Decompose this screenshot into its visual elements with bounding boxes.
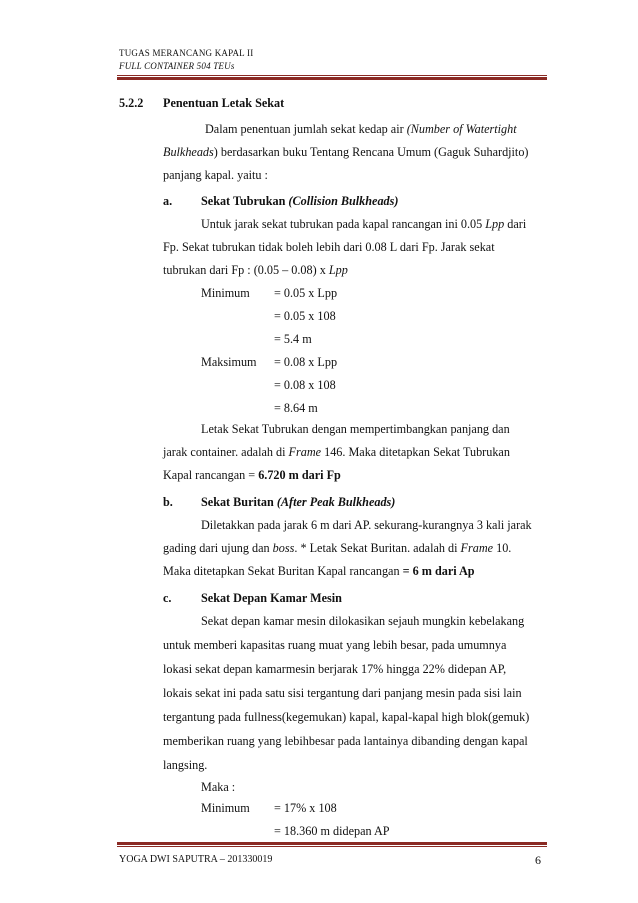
- item-c-para-3: lokasi sekat depan kamarmesin berjarak 17% hingga 22% didepan AP,: [163, 662, 507, 676]
- item-a-min-line-2: = 0.05 x 108: [274, 309, 336, 323]
- item-a-max-line-2: = 0.08 x 108: [274, 378, 336, 392]
- intro-line-2: Bulkheads) berdasarkan buku Tentang Rencana Umum (Gaguk Suhardjito): [163, 145, 529, 159]
- item-a-max-label: Maksimum: [201, 355, 257, 369]
- item-c-heading: Sekat Depan Kamar Mesin: [201, 591, 342, 605]
- item-a-letter: a.: [163, 194, 173, 208]
- item-a-heading: Sekat Tubrukan (Collision Bulkheads): [201, 194, 399, 208]
- item-c-para-2: untuk memberi kapasitas ruang muat yang lebih besar, pada umumnya: [163, 638, 507, 652]
- page-number: 6: [535, 853, 541, 867]
- footer-author: YOGA DWI SAPUTRA – 201330019: [119, 854, 273, 865]
- running-header-title: TUGAS MERANCANG KAPAL II: [119, 48, 254, 58]
- item-a-final: Kapal rancangan = 6.720 m dari Fp: [163, 468, 341, 482]
- item-c-para-7: langsing.: [163, 758, 208, 772]
- item-a-para-2: Fp. Sekat tubrukan tidak boleh lebih dari 0.08 L dari Fp. Jarak sekat: [163, 240, 495, 254]
- item-b-para-1: Diletakkan pada jarak 6 m dari AP. sekurang-kurangnya 3 kali jarak: [201, 518, 532, 532]
- item-c-letter: c.: [163, 591, 172, 605]
- item-b-para-2: gading dari ujung dan boss. * Letak Sekat Buritan. adalah di Frame 10.: [163, 541, 512, 555]
- item-b-heading: Sekat Buritan (After Peak Bulkheads): [201, 495, 396, 509]
- item-a-conclusion-2: jarak container. adalah di Frame 146. Maka ditetapkan Sekat Tubrukan: [163, 445, 510, 459]
- running-header-subtitle: FULL CONTAINER 504 TEUs: [119, 61, 235, 71]
- intro-line-3: panjang kapal. yaitu :: [163, 168, 268, 182]
- item-c-maka: Maka :: [201, 780, 236, 794]
- item-c-min-line-1: = 17% x 108: [274, 801, 337, 815]
- item-a-para-1: Untuk jarak sekat tubrukan pada kapal rancangan ini 0.05 Lpp dari: [201, 217, 527, 231]
- item-a-max-line-1: = 0.08 x Lpp: [274, 355, 338, 369]
- item-c-para-6: memberikan ruang yang lebihbesar pada lantainya dibanding dengan kapal: [163, 734, 528, 748]
- item-b-final: Maka ditetapkan Sekat Buritan Kapal rancangan = 6 m dari Ap: [163, 564, 475, 578]
- item-a-min-line-3: = 5.4 m: [274, 332, 312, 346]
- item-a-max-line-3: = 8.64 m: [274, 401, 318, 415]
- header-rule-thin: [117, 75, 547, 76]
- item-a-min-line-1: = 0.05 x Lpp: [274, 286, 338, 300]
- item-c-para-1: Sekat depan kamar mesin dilokasikan sejauh mungkin kebelakang: [201, 614, 525, 628]
- section-number: 5.2.2: [119, 96, 144, 110]
- header-rule-thick: [117, 77, 547, 80]
- item-b-letter: b.: [163, 495, 173, 509]
- section-title: Penentuan Letak Sekat: [163, 96, 285, 110]
- item-c-para-5: tergantung pada fullness(kegemukan) kapal, kapal-kapal high blok(gemuk): [163, 710, 530, 724]
- intro-line-1: Dalam penentuan jumlah sekat kedap air (Number of Watertight: [205, 122, 517, 136]
- item-c-min-label: Minimum: [201, 801, 250, 815]
- item-c-min-line-2: = 18.360 m didepan AP: [274, 824, 390, 838]
- footer-rule-thick: [117, 842, 547, 845]
- item-a-para-3: tubrukan dari Fp : (0.05 – 0.08) x Lpp: [163, 263, 348, 277]
- item-c-para-4: lokais sekat ini pada satu sisi tergantung dari panjang mesin pada sisi lain: [163, 686, 522, 700]
- item-a-min-label: Minimum: [201, 286, 250, 300]
- item-a-conclusion-1: Letak Sekat Tubrukan dengan mempertimbangkan panjang dan: [201, 422, 510, 436]
- footer-rule-thin: [117, 846, 547, 847]
